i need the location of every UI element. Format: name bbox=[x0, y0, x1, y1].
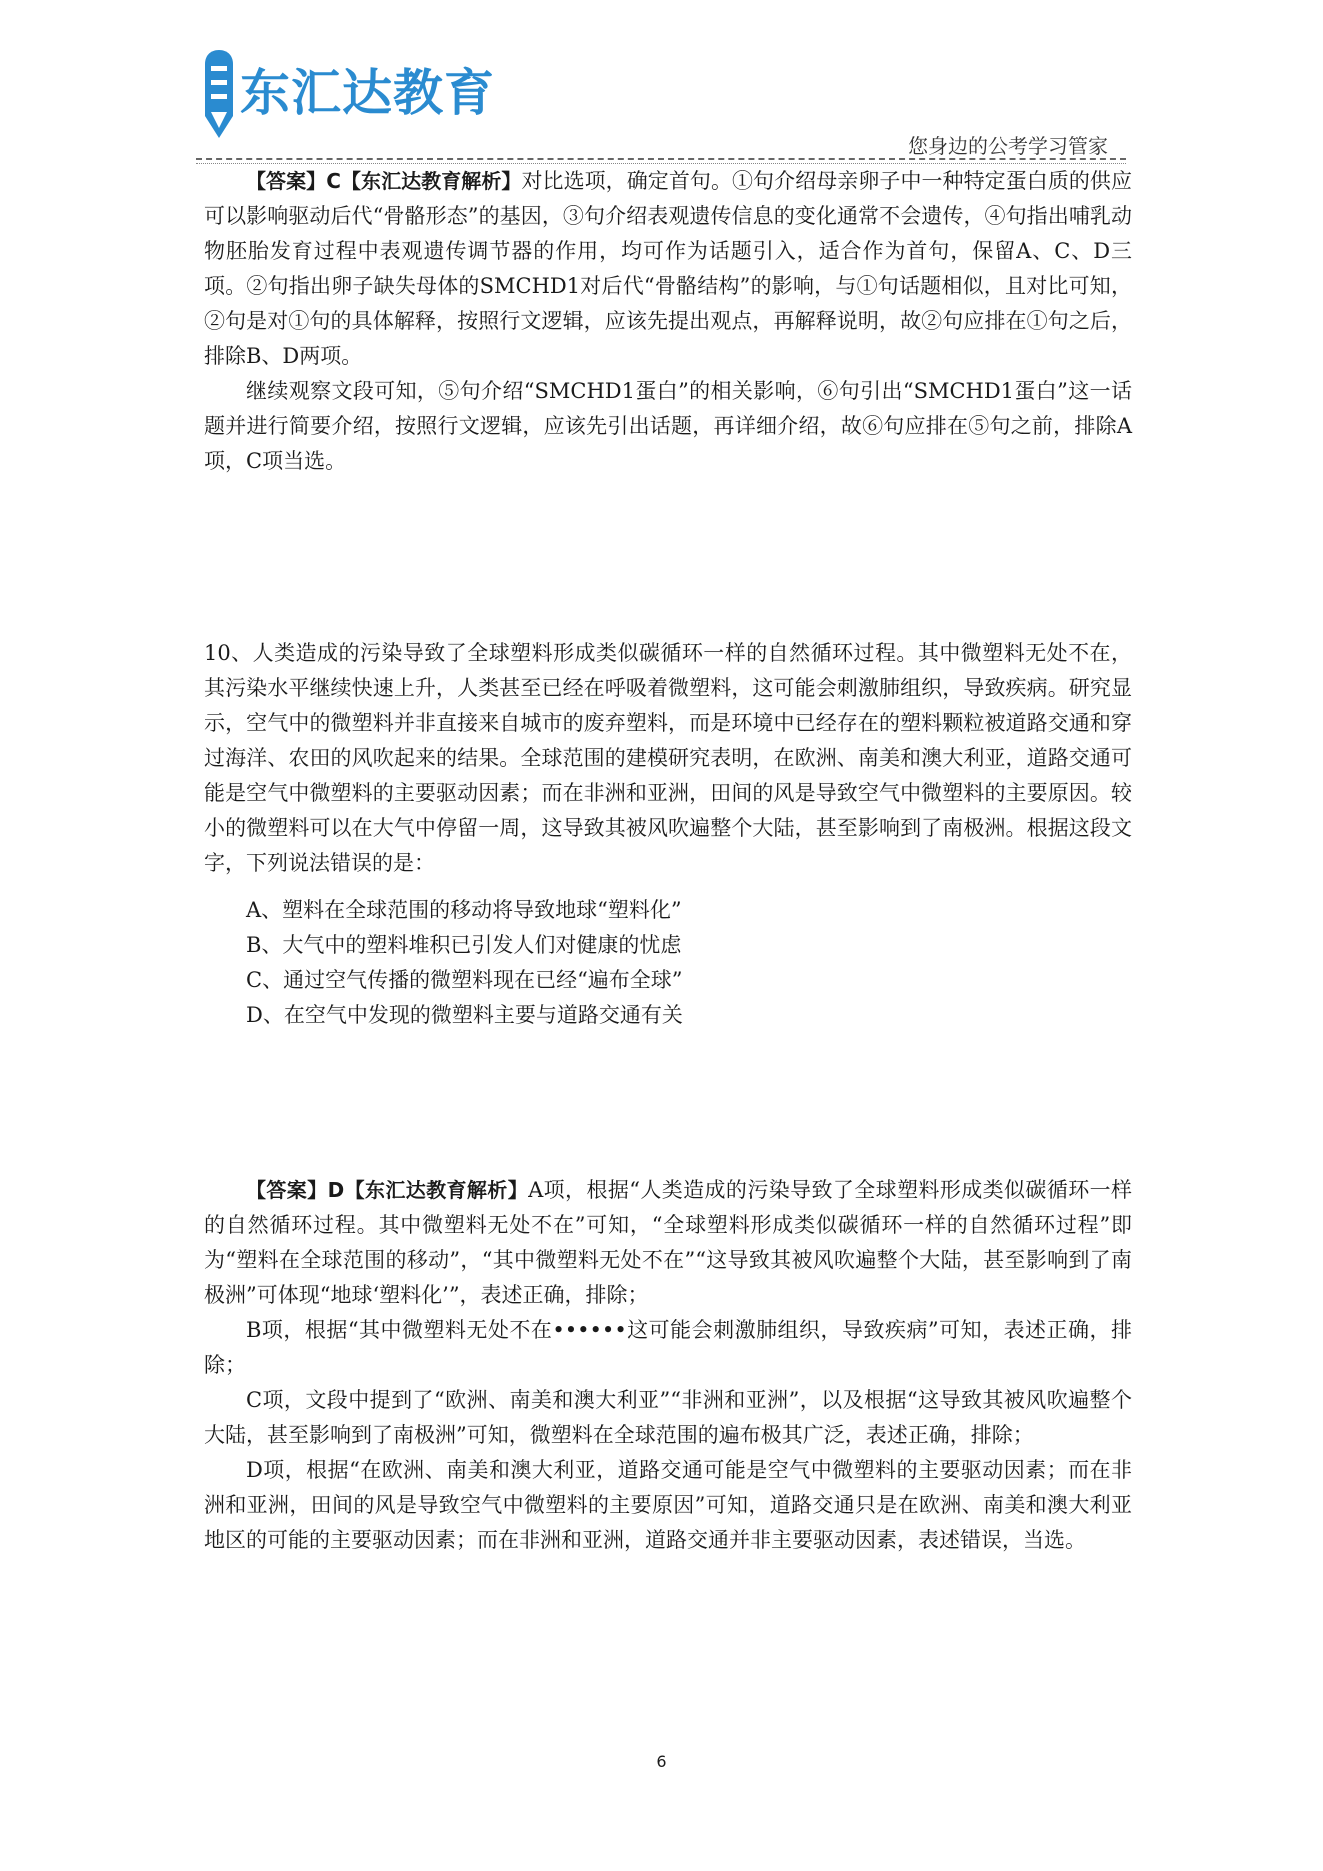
page-header bbox=[196, 42, 1126, 162]
answer-9-paragraph-2: 继续观察文段可知，⑤句介绍“SMCHD1蛋白”的相关影响，⑥句引出“SMCHD1蛋白”这一话题并进行简要介绍，按照行文逻辑，应该先引出话题，再详细介绍，故⑥句应排在⑤句之前，排除A项，C项当选。 bbox=[204, 379, 1132, 473]
option-b: B、大气中的塑料堆积已引发人们对健康的忧虑 bbox=[246, 933, 682, 957]
answer-9-block bbox=[204, 164, 1132, 479]
answer-9-tag: 【答案】C【东汇达教育解析】 bbox=[246, 169, 522, 193]
logo-text: 东汇达教育 bbox=[240, 64, 495, 122]
answer-10-text-1: A项，根据“人类造成的污染导致了全球塑料形成类似碳循环一样的自然循环过程。其中微塑料无处不在”可知，“全球塑料形成类似碳循环一样的自然循环过程”即为“塑料在全球范围的移动”，“其中微塑料无处不在”“这导致其被风吹遍整个大陆，甚至影响到了南极洲”可体现“地球‘塑料化’”，表述正确，排除； bbox=[204, 1178, 1132, 1307]
question-10-stem: 10、人类造成的污染导致了全球塑料形成类似碳循环一样的自然循环过程。其中微塑料无处不在，其污染水平继续快速上升，人类甚至已经在呼吸着微塑料，这可能会刺激肺组织，导致疾病。研究显示，空气中的微塑料并非直接来自城市的废弃塑料，而是环境中已经存在的塑料颗粒被道路交通和穿过海洋、农田的风吹起来的结果。全球范围的建模研究表明，在欧洲、南美和澳大利亚，道路交通可能是空气中微塑料的主要驱动因素；而在非洲和亚洲，田间的风是导致空气中微塑料的主要原因。较小的微塑料可以在大气中停留一周，这导致其被风吹遍整个大陆，甚至影响到了南极洲。根据这段文字，下列说法错误的是： bbox=[204, 641, 1132, 875]
pen-icon bbox=[202, 46, 236, 140]
header-divider bbox=[196, 158, 1126, 160]
brand-logo bbox=[196, 42, 756, 142]
answer-10-paragraph-1 bbox=[204, 1173, 1132, 1313]
header-slogan: 您身边的公考学习管家 bbox=[908, 134, 1108, 158]
option-a: A、塑料在全球范围的移动将导致地球“塑料化” bbox=[246, 898, 682, 922]
answer-10-tag: 【答案】D【东汇达教育解析】 bbox=[246, 1178, 529, 1202]
option-c: C、通过空气传播的微塑料现在已经“遍布全球” bbox=[246, 968, 683, 992]
page-number: 6 bbox=[656, 1752, 667, 1771]
option-d: D、在空气中发现的微塑料主要与道路交通有关 bbox=[246, 1003, 683, 1027]
question-10-block bbox=[204, 636, 1132, 1033]
answer-10-paragraph-2: B项，根据“其中微塑料无处不在••••••这可能会刺激肺组织，导致疾病”可知，表述正确，排除； bbox=[204, 1318, 1132, 1377]
answer-10-paragraph-3: C项，文段中提到了“欧洲、南美和澳大利亚”“非洲和亚洲”，以及根据“这导致其被风吹遍整个大陆，甚至影响到了南极洲”可知，微塑料在全球范围的遍布极其广泛，表述正确，排除； bbox=[204, 1388, 1132, 1447]
answer-9-text-1: 对比选项，确定首句。①句介绍母亲卵子中一种特定蛋白质的供应可以影响驱动后代“骨骼形态”的基因，③句介绍表观遗传信息的变化通常不会遗传，④句指出哺乳动物胚胎发育过程中表观遗传调节器的作用，均可作为话题引入，适合作为首句，保留A、C、D三项。②句指出卵子缺失母体的SMCHD1对后代“骨骼结构”的影响，与①句话题相似，且对比可知，②句是对①句的具体解释，按照行文逻辑，应该先提出观点，再解释说明，故②句应排在①句之后，排除B、D两项。 bbox=[204, 169, 1132, 368]
answer-9-paragraph-1 bbox=[204, 164, 1132, 374]
question-10-options bbox=[204, 893, 1132, 1033]
answer-10-paragraph-4: D项，根据“在欧洲、南美和澳大利亚，道路交通可能是空气中微塑料的主要驱动因素；而在非洲和亚洲，田间的风是导致空气中微塑料的主要原因”可知，道路交通只是在欧洲、南美和澳大利亚地区的可能的主要驱动因素；而在非洲和亚洲，道路交通并非主要驱动因素，表述错误，当选。 bbox=[204, 1458, 1132, 1552]
page-content bbox=[204, 164, 1132, 1558]
answer-10-block bbox=[204, 1173, 1132, 1558]
